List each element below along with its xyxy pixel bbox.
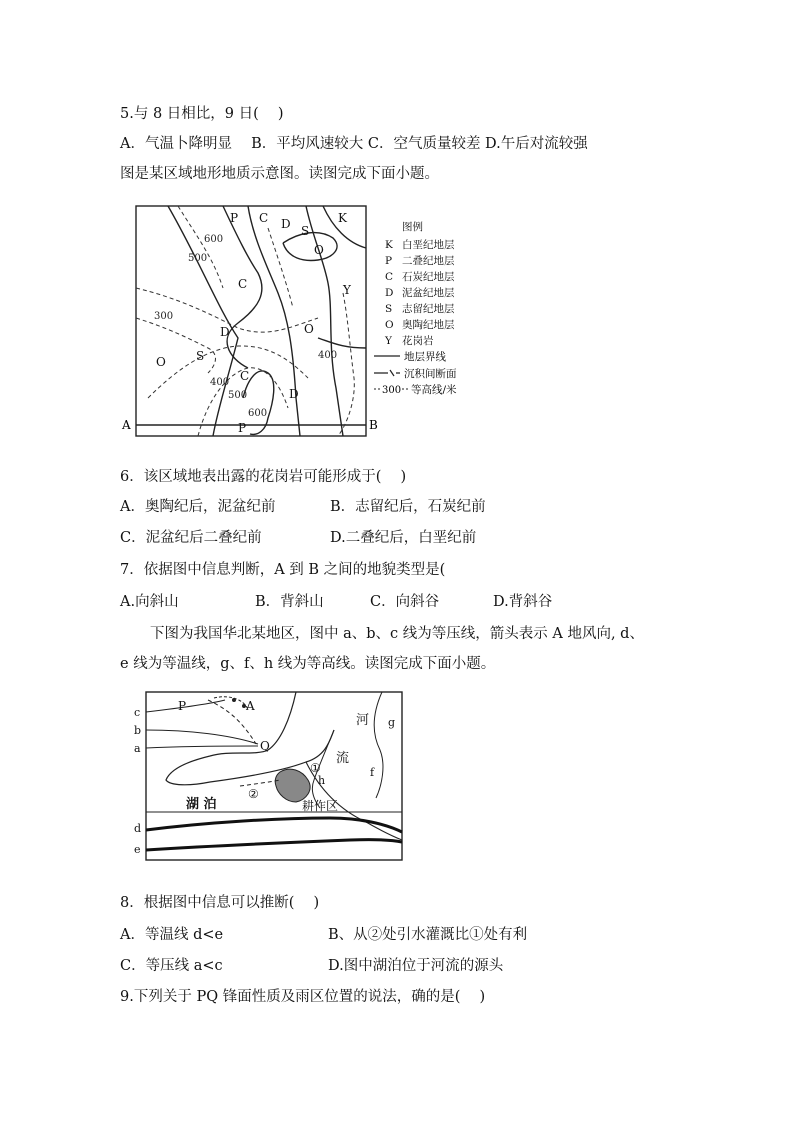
strata-label-k: K [338, 211, 347, 225]
legend-unconformity-icon [374, 370, 400, 376]
strata-label-d2: D [220, 325, 230, 339]
isobar-a [146, 746, 258, 748]
legend-sym-d: D [385, 287, 394, 299]
legend-sym-c: C [385, 271, 394, 283]
question-6-stem: 6．该区域地表出露的花岗岩可能形成于( ) [120, 469, 407, 485]
strata-label-y: Y [343, 283, 351, 297]
question-7-option-c: C．向斜谷 [370, 594, 440, 610]
question-8-option-c: C．等压线 a<c [120, 958, 223, 974]
question-6-option-c: C．泥盆纪后二叠纪前 [120, 530, 262, 546]
point-a-marker [232, 698, 236, 702]
contour-label-1: 600 [204, 234, 224, 245]
legend-text-c: 石炭纪地层 [402, 271, 455, 283]
strata-label-o: O [314, 243, 324, 257]
question-7-option-b: B．背斜山 [255, 594, 324, 610]
label-lake: 湖 泊 [186, 797, 217, 812]
label-farm: 耕作区 [302, 799, 339, 813]
question-8-option-b: B、从②处引水灌溉比①处有利 [328, 927, 528, 943]
intro-figure-1: 图是某区域地形地质示意图。读图完成下面小题。 [120, 166, 439, 182]
legend-text-s: 志留纪地层 [402, 303, 455, 315]
label-river-1: 河 [356, 713, 370, 728]
contour-label-4: 400 [210, 377, 230, 388]
strata-label-c2: C [238, 277, 248, 291]
strata-label-c3: C [240, 369, 250, 383]
intro-figure-2-line-2: e 线为等温线，g、f、h 线为等高线。读图完成下面小题。 [120, 656, 496, 672]
contour-label-5: 400 [318, 350, 338, 361]
question-9-stem: 9.下列关于 PQ 锋面性质及雨区位置的说法，确的是( ) [120, 989, 486, 1005]
front-arc [214, 697, 248, 710]
label-f: f [370, 766, 375, 779]
strata-label-o3: O [156, 355, 166, 369]
question-7-option-a: A.向斜山 [120, 594, 179, 610]
question-8-option-d: D.图中湖泊位于河流的源头 [328, 958, 504, 974]
legend-title: 图例 [402, 221, 423, 233]
label-g: g [388, 716, 396, 729]
legend-contour-label: 等高线/米 [411, 384, 457, 396]
label-e: e [134, 843, 141, 856]
contour-g [374, 692, 383, 798]
label-b: b [134, 724, 142, 737]
question-6-option-d: D.二叠纪后，白垩纪前 [330, 530, 477, 546]
strata-label-p: P [230, 211, 239, 225]
weather-terrain-map-figure [130, 690, 410, 865]
point-b: B [369, 418, 378, 432]
legend-unconformity-label: 沉积间断面 [404, 368, 457, 380]
label-river-2: 流 [336, 751, 350, 766]
contour-label-2: 500 [188, 253, 208, 264]
question-5-options: A．气温卜降明显 B．平均风速较大 C．空气质量较差 D.午后对流较强 [120, 136, 588, 152]
legend-text-y: 花岗岩 [402, 335, 434, 347]
strata-label-o2: O [304, 322, 314, 336]
legend-boundary-label: 地层界线 [404, 351, 446, 363]
label-d: d [134, 822, 142, 835]
strata-label-d: D [281, 217, 291, 231]
contour-label-6: 500 [228, 390, 248, 401]
legend-sym-o: O [385, 319, 394, 331]
question-8-stem: 8．根据图中信息可以推断( ) [120, 895, 320, 911]
contour-label-7: 600 [248, 408, 268, 419]
question-7-stem: 7．依据图中信息判断，A 到 B 之间的地貌类型是( [120, 562, 446, 578]
legend-text-o: 奥陶纪地层 [402, 319, 455, 331]
legend-text-k: 白垩纪地层 [402, 239, 455, 251]
legend-text-d: 泥盆纪地层 [402, 287, 455, 299]
label-p: P [178, 699, 187, 713]
question-6-option-b: B．志留纪后，石炭纪前 [330, 499, 486, 515]
isobar-b [146, 730, 258, 744]
label-q: Q [260, 739, 270, 753]
isotherm-d [146, 818, 402, 832]
intro-figure-2-line-1: 下图为我国华北某地区，图中 a、b、c 线为等压线，箭头表示 A 地风向, d、 [150, 626, 644, 642]
label-point-2: ② [248, 787, 259, 801]
label-h: h [318, 774, 326, 787]
geology-map-figure [118, 198, 498, 443]
legend-sym-p: P [385, 255, 393, 267]
label-c: c [134, 706, 141, 719]
legend-text-p: 二叠纪地层 [402, 255, 455, 267]
strata-label-p2: P [238, 421, 247, 435]
strata-label-s: S [301, 224, 310, 238]
label-a-point: A [246, 699, 255, 713]
question-5-stem: 5.与 8 日相比，9 日( ) [120, 106, 284, 122]
contour-label-3: 300 [154, 311, 174, 322]
label-point-1: ① [310, 761, 321, 775]
strata-label-s2: S [196, 349, 205, 363]
strata-label-d3: D [289, 387, 299, 401]
question-8-option-a: A．等温线 d<e [120, 927, 224, 943]
legend-sym-s: S [385, 303, 393, 315]
label-a: a [134, 742, 141, 755]
point-a: A [122, 418, 131, 432]
canal-2 [240, 780, 280, 786]
question-6-option-a: A．奥陶纪后，泥盆纪前 [120, 499, 276, 515]
farm-area [275, 769, 310, 802]
question-7-option-d: D.背斜谷 [493, 594, 553, 610]
legend-sym-k: K [385, 239, 393, 251]
legend-contour-sample: 300 [382, 385, 402, 396]
strata-label-c: C [259, 211, 269, 225]
legend-sym-y: Y [385, 335, 392, 347]
isotherm-e [146, 840, 402, 850]
